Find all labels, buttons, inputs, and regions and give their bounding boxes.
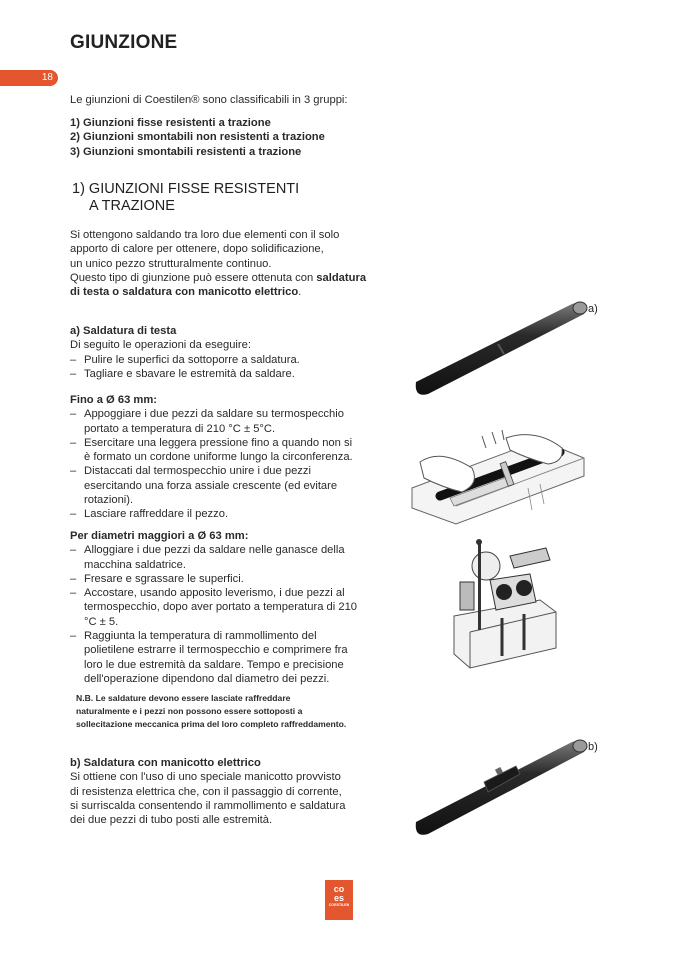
- figure-label-a: a): [588, 303, 598, 315]
- intro-text: Le giunzioni di Coestilen® sono classificabili in 3 gruppi:: [70, 94, 348, 106]
- body-line: un unico pezzo strutturalmente continuo.: [70, 257, 272, 270]
- subsection-a-title: a) Saldatura di testa: [70, 325, 177, 337]
- brand-logo: [325, 880, 353, 920]
- list-item: – Accostare, usando apposito leverismo, i due pezzi al termospecchio, dopo aver portato a temperatura di 210 °C ± 5.: [70, 586, 360, 629]
- group-item: 2) Giunzioni smontabili non resistenti a trazione: [70, 131, 325, 144]
- pipe-illustration-b: [410, 736, 590, 840]
- list-item: – Fresare e sgrassare le superfici.: [70, 572, 360, 586]
- subsection-a-list: [70, 353, 370, 382]
- groups-list: [70, 116, 410, 159]
- body-line: Questo tipo di giunzione può essere ottenuta con saldatura: [70, 271, 367, 284]
- pipe-illustration-a: [410, 298, 590, 400]
- body-line: di resistenza elettrica che, con il passaggio di corrente,: [70, 785, 342, 798]
- subsection-63-list: [70, 407, 360, 521]
- body-line: Si ottiene con l'uso di uno speciale manicotto provvisto: [70, 771, 341, 784]
- note-line: N.B. Le saldature devono essere lasciate raffreddare: [76, 693, 291, 703]
- page-title: GIUNZIONE: [70, 32, 178, 53]
- body-line: di testa o saldatura con manicotto elettrico.: [70, 286, 302, 299]
- subsection-big-list: [70, 543, 360, 686]
- subsection-a: [70, 324, 370, 381]
- group-item: 3) Giunzioni smontabili resistenti a trazione: [70, 145, 302, 158]
- list-item: – Appoggiare i due pezzi da saldare su termospecchio portato a temperatura di 210 °C ± 5°C.: [70, 407, 360, 436]
- figure-label-b: b): [588, 741, 598, 753]
- welding-machine-illustration: [440, 536, 560, 676]
- subsection-63-title: Fino a Ø 63 mm:: [70, 394, 158, 406]
- list-item: – Tagliare e sbavare le estremità da saldare.: [70, 367, 370, 381]
- group-item: 1) Giunzioni fisse resistenti a trazione: [70, 117, 271, 129]
- subsection-63: [70, 393, 360, 522]
- subsection-b: [70, 756, 370, 827]
- section-title-line1: 1) GIUNZIONI FISSE RESISTENTI: [72, 181, 300, 197]
- note: [76, 692, 376, 732]
- hand-welding-illustration: [410, 418, 585, 526]
- note-line: sollecitazione meccanica prima del loro completo raffreddamento.: [76, 719, 347, 730]
- subsection-big-title: Per diametri maggiori a Ø 63 mm:: [70, 530, 249, 542]
- page-number-tab: [0, 70, 58, 86]
- subsection-b-title: b) Saldatura con manicotto elettrico: [70, 757, 261, 769]
- logo-text-es: es: [333, 893, 344, 903]
- subsection-big: [70, 529, 360, 686]
- logo-text-co: co: [333, 884, 345, 894]
- list-item: – Alloggiare i due pezzi da saldare nelle ganasce della macchina saldatrice.: [70, 543, 360, 572]
- note-line: naturalmente e i pezzi non possono essere sottoposti a: [76, 706, 303, 717]
- list-item: – Esercitare una leggera pressione fino a quando non si è formato un cordone uniforme lungo la circonferenza.: [70, 436, 360, 465]
- list-item: – Pulire le superfici da sottoporre a saldatura.: [70, 353, 370, 367]
- body-line: si surriscalda consentendo il rammollimento e saldatura: [70, 799, 346, 812]
- subsection-a-intro: Di seguito le operazioni da eseguire:: [70, 339, 251, 352]
- page-number: 18: [41, 72, 53, 83]
- logo-subtext: COESTILEN: [328, 903, 350, 907]
- section-title-line2: A TRAZIONE: [89, 198, 175, 214]
- body-line: dei due pezzi di tubo posti alle estremità.: [70, 814, 273, 827]
- list-item: – Lasciare raffreddare il pezzo.: [70, 507, 360, 521]
- section-title: [72, 181, 352, 215]
- list-item: – Distaccati dal termospecchio unire i due pezzi esercitando una forza assiale crescente (ed evitare rotazioni).: [70, 464, 360, 507]
- body-line: apporto di calore per ottenere, dopo solidificazione,: [70, 243, 324, 256]
- body-line: Si ottengono saldando tra loro due elementi con il solo: [70, 229, 340, 241]
- list-item: – Raggiunta la temperatura di rammollimento del polietilene estrarre il termospecchio e comprimere fra loro le due estremità da saldare. Tempo e precisione dell'operazione dipendono dal diametro dei pezzi.: [70, 629, 360, 686]
- section-body: [70, 228, 370, 299]
